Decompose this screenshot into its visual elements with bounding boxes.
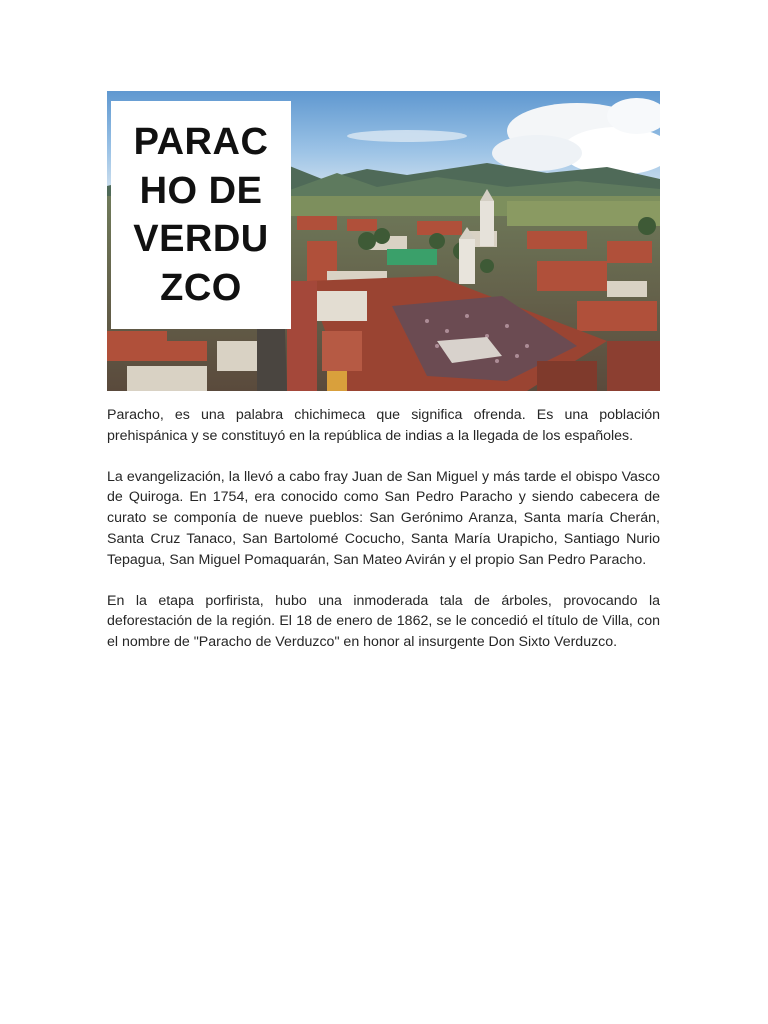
paragraph-evangelization: La evangelización, la llevó a cabo fray Juan de San Miguel y más tarde el obispo Vasco de Quiroga. En 1754, era conocido como San Pedro Paracho y siendo cabecera de curato se componía de nueve pueblos: San Gerónimo Aranza, Santa maría Cherán, Santa Cruz Tanaco, San Bartolomé Cocucho, Santa María Urapicho, Santiago Nurio Tepagua, San Miguel Pomaquarán, San Mateo Avirán y el propio San Pedro Paracho. <box>107 468 660 568</box>
page-title: PARAC HO DE VERDU ZCO <box>133 121 269 309</box>
title-box <box>111 101 291 329</box>
body-text <box>107 405 660 673</box>
paragraph-porfiriato: En la etapa porfirista, hubo una inmoderada tala de árboles, provocando la deforestación de la región. El 18 de enero de 1862, se le concedió el título de Villa, con el nombre de "Paracho de Verduzco" en honor al insurgente Don Sixto Verduzco. <box>107 592 660 651</box>
paragraph-origin: Paracho, es una palabra chichimeca que significa ofrenda. Es una población prehispánica y se constituyó en la república de indias a la llegada de los españoles. <box>107 407 660 444</box>
